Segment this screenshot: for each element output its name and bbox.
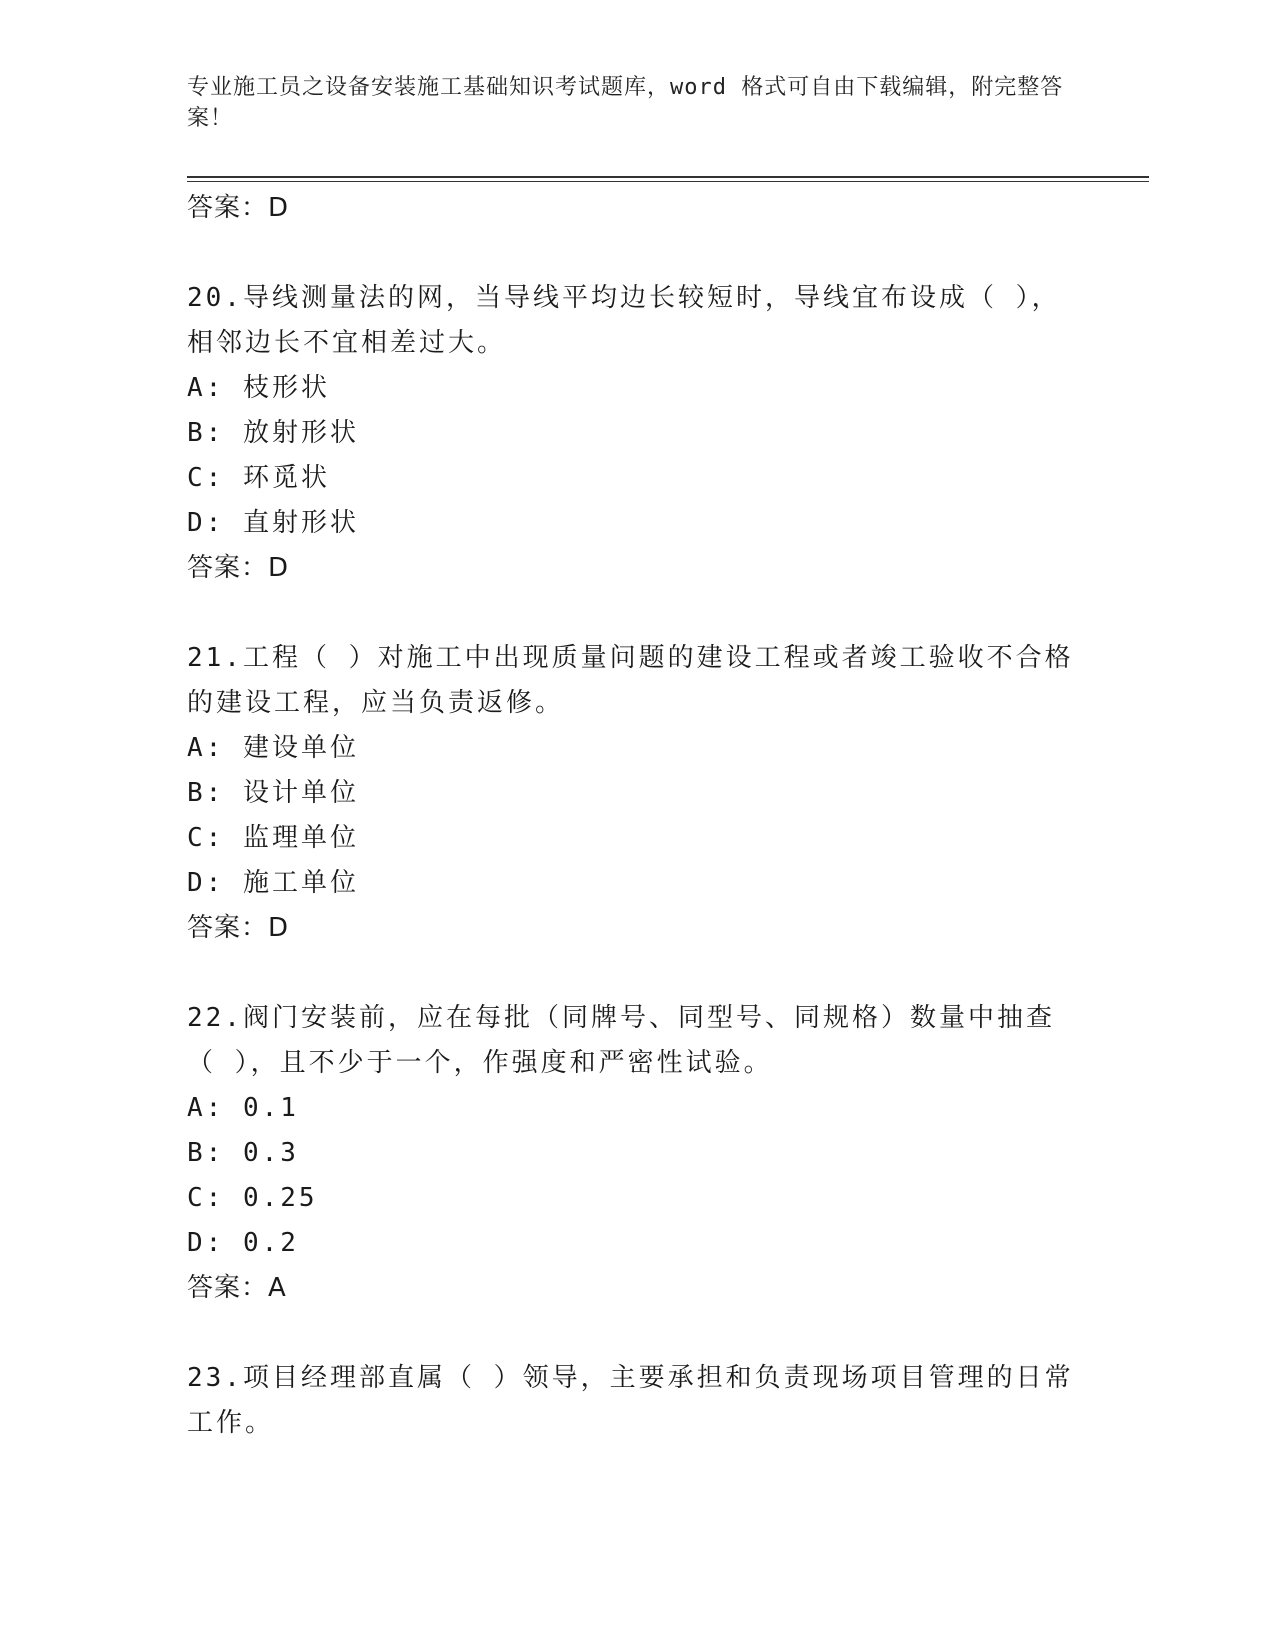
- question-22: [187, 996, 1077, 1311]
- option-a: A: 枝形状: [187, 373, 330, 403]
- answer-line: 答案：A: [187, 1273, 287, 1303]
- option-b: B: 放射形状: [187, 418, 359, 448]
- answer-line: 答案：D: [187, 193, 290, 223]
- answer-line: 答案：D: [187, 913, 290, 943]
- page-header: 专业施工员之设备安装施工基础知识考试题库，word 格式可自由下载编辑，附完整答案！: [187, 75, 1064, 131]
- question-stem: 22.阀门安装前，应在每批（同牌号、同型号、同规格）数量中抽查（ ），且不少于一个，作强度和严密性试验。: [187, 1003, 1055, 1078]
- question-21: [187, 636, 1077, 951]
- question-stem: 23.项目经理部直属（ ）领导，主要承担和负责现场项目管理的日常工作。: [187, 1363, 1074, 1438]
- question-20: [187, 276, 1077, 591]
- header-divider: [187, 176, 1149, 182]
- question-stem: 20.导线测量法的网，当导线平均边长较短时，导线宜布设成（ ），相邻边长不宜相差过大。: [187, 283, 1061, 358]
- option-d: D: 施工单位: [187, 868, 359, 898]
- document-body: [187, 186, 1077, 1446]
- option-c: C: 环觅状: [187, 463, 330, 493]
- option-b: B: 设计单位: [187, 778, 359, 808]
- option-c: C: 0.25: [187, 1183, 318, 1213]
- option-a: A: 0.1: [187, 1093, 299, 1123]
- question-stem: 21.工程（ ）对施工中出现质量问题的建设工程或者竣工验收不合格的建设工程，应当负责返修。: [187, 643, 1074, 718]
- option-d: D: 0.2: [187, 1228, 299, 1258]
- question-23: [187, 1356, 1077, 1446]
- option-c: C: 监理单位: [187, 823, 359, 853]
- option-d: D: 直射形状: [187, 508, 359, 538]
- answer-line: 答案：D: [187, 553, 290, 583]
- option-a: A: 建设单位: [187, 733, 359, 763]
- option-b: B: 0.3: [187, 1138, 299, 1168]
